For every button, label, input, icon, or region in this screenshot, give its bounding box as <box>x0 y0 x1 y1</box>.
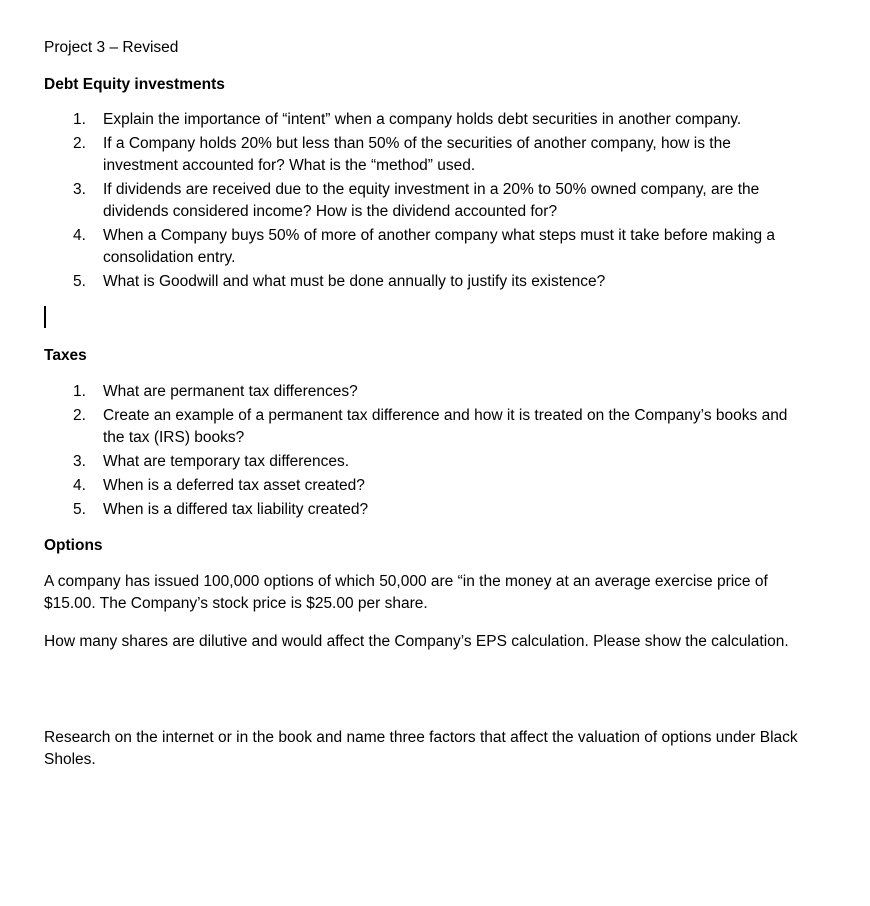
list-item-number: 5. <box>73 273 86 290</box>
list-item-text: Explain the importance of “intent” when a company holds debt securities in another company. <box>103 111 742 128</box>
list-item-text: When a Company buys 50% of more of another company what steps must it take before making a consolidation entry. <box>103 227 776 266</box>
list-item-text: What is Goodwill and what must be done annually to justify its existence? <box>103 273 606 290</box>
list-item <box>70 475 800 497</box>
list-item-number: 3. <box>73 453 86 470</box>
list-item <box>70 225 800 269</box>
options-heading: Options <box>44 537 103 554</box>
list-item-text: What are permanent tax differences? <box>103 383 358 400</box>
options-paragraph-1: A company has issued 100,000 options of which 50,000 are “in the money at an average exercise price of $15.00. The Company’s stock price is $25.00 per share. <box>44 573 768 612</box>
options-paragraph-3: Research on the internet or in the book and name three factors that affect the valuation of options under Black Sholes. <box>44 729 798 768</box>
list-item-text: When is a deferred tax asset created? <box>103 477 365 494</box>
debt-equity-list <box>70 109 800 295</box>
list-item-number: 1. <box>73 383 86 400</box>
list-item <box>70 405 800 449</box>
list-item-number: 4. <box>73 227 86 244</box>
list-item-text: If a Company holds 20% but less than 50% of the securities of another company, how is the investment accounted for? What is the “method” used. <box>103 135 731 174</box>
taxes-heading: Taxes <box>44 347 87 364</box>
list-item <box>70 179 800 223</box>
list-item-number: 4. <box>73 477 86 494</box>
options-paragraph-2: How many shares are dilutive and would affect the Company’s EPS calculation. Please show the calculation. <box>44 633 789 650</box>
list-item <box>70 499 800 521</box>
list-item <box>70 271 800 293</box>
taxes-list <box>70 381 800 523</box>
list-item-number: 5. <box>73 501 86 518</box>
list-item <box>70 451 800 473</box>
debt-equity-heading: Debt Equity investments <box>44 76 225 93</box>
list-item-text: Create an example of a permanent tax difference and how it is treated on the Company’s books and the tax (IRS) books? <box>103 407 788 446</box>
list-item <box>70 109 800 131</box>
list-item-number: 2. <box>73 407 86 424</box>
list-item-text: When is a differed tax liability created? <box>103 501 369 518</box>
list-item-text: What are temporary tax differences. <box>103 453 350 470</box>
list-item-number: 2. <box>73 135 86 152</box>
list-item-number: 3. <box>73 181 86 198</box>
list-item-number: 1. <box>73 111 86 128</box>
text-cursor[interactable] <box>44 306 46 328</box>
list-item <box>70 133 800 177</box>
document-title: Project 3 – Revised <box>44 39 179 56</box>
list-item <box>70 381 800 403</box>
list-item-text: If dividends are received due to the equity investment in a 20% to 50% owned company, are the dividends considered income? How is the dividend accounted for? <box>103 181 760 220</box>
